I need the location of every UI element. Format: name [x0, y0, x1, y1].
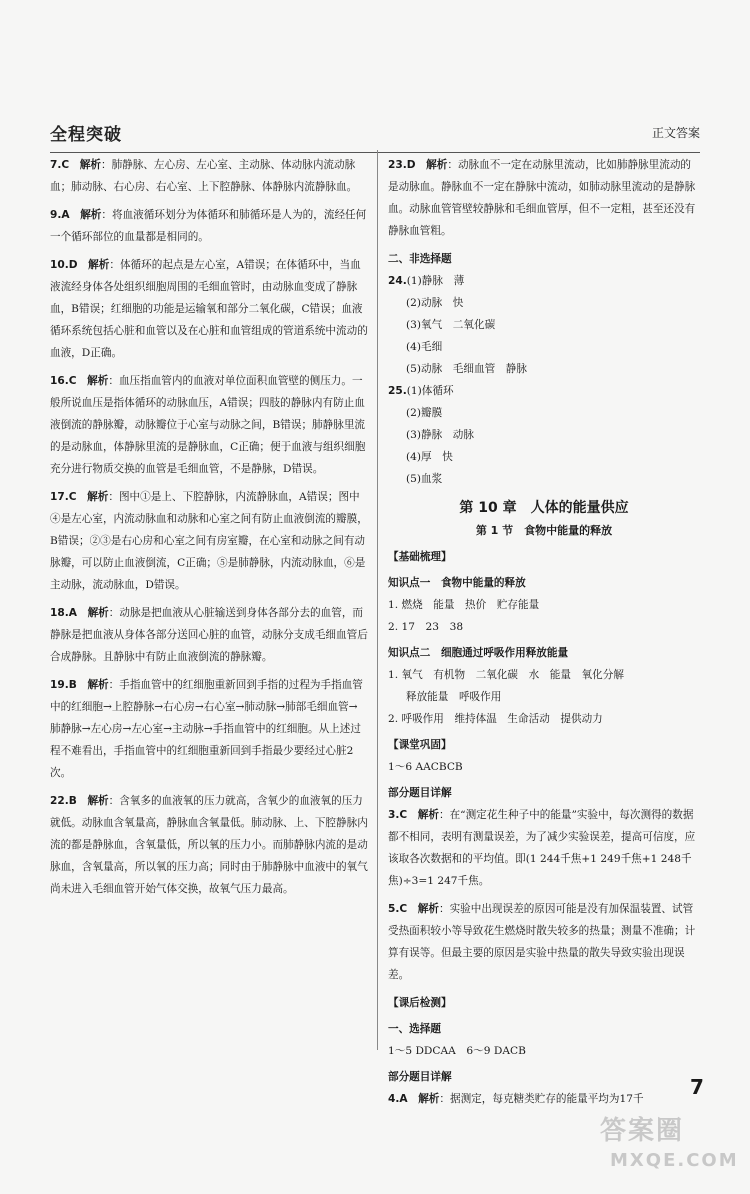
- answer-entry-16: 16.C 解析：血压指血管内的血液对单位面积血管壁的侧压力。一般所说血压是指体循环的动脉血压，A错误；四肢的静脉内有防止血液倒流的静脉瓣，动脉瓣位于心室与动脉之间，B错误；肺静脉里流的是动脉血，体静脉里流的是静脉血，C正确；便于血液与组织细胞充分进行物质交换的血管是毛细血管，不是静脉，D错误。: [50, 375, 366, 475]
- knowledge-point-1: 知识点一 食物中能量的释放: [388, 577, 526, 589]
- question-number: 5.: [388, 903, 400, 915]
- answer-entry-24: [388, 270, 700, 380]
- answer-entry-23: 23.D 解析：动脉血不一定在动脉里流动，比如肺静脉里流动的是动脉血。静脉血不一定在静脉中流动，如肺动脉里流动的是静脉血。动脉血管管壁较静脉和毛细血管厚，但不一定粗，甚至还没有静脉血管粗。: [388, 159, 696, 237]
- explain-label: 解析: [87, 375, 109, 387]
- explain-label: 解析: [417, 809, 439, 821]
- answer-letter: A: [399, 1093, 408, 1105]
- column-divider: [377, 150, 378, 1050]
- watermark-logo: 答案圈: [600, 1116, 685, 1146]
- classroom-answers: 1～6 AACBCB: [388, 761, 463, 773]
- question-number: 16.: [50, 375, 69, 387]
- page-header: [50, 118, 700, 148]
- sub-answer: (3)静脉 动脉: [406, 429, 474, 441]
- answer-letter: C: [399, 903, 408, 915]
- answer-letter: D: [406, 159, 416, 171]
- answer-entry-7: 7.C 解析：肺静脉、左心房、左心室、主动脉、体动脉内流动脉血；肺动脉、右心房、右心室、上下腔静脉、体静脉内流静脉血。: [50, 159, 358, 193]
- kp2-item: 2. 呼吸作用 维持体温 生命活动 提供动力: [388, 713, 603, 725]
- explanation-text: 血压指血管内的血液对单位面积血管壁的侧压力。一般所说血压是指体循环的动脉血压，A错误；四肢的静脉内有防止血液倒流的静脉瓣，动脉瓣位于心室与动脉之间，B错误；肺静脉里流的是动脉血，体静脉里流的是静脉血，C正确；便于血液与组织细胞充分进行物质交换的血管是毛细血管，不是静脉，D错误。: [50, 375, 366, 475]
- explain-label: 解析: [87, 795, 109, 807]
- right-column: [388, 154, 700, 1116]
- section-subtitle: 第 1 节 食物中能量的释放: [475, 524, 613, 537]
- explanation-text: 动脉血不一定在动脉里流动，比如肺静脉里流动的是动脉血。静脉血不一定在静脉中流动，如肺动脉里流动的是静脉血。动脉血管管壁较静脉和毛细血管厚，但不一定粗，甚至还没有静脉血管粗。: [388, 159, 696, 237]
- answer-letter: B: [68, 795, 77, 807]
- explanation-text: 手指血管中的红细胞重新回到手指的过程为手指血管中的红细胞→上腔静脉→右心房→右心室→肺动脉→肺部毛细血管→肺静脉→左心房→左心室→主动脉→手指血管中的红细胞。从上述过程不难看出，手指血管中的红细胞重新回到手指最少要经过心脏2次。: [50, 679, 363, 779]
- answer-entry-18: 18.A 解析：动脉是把血液从心脏输送到身体各部分去的血管，而静脉是把血液从身体各部分送回心脏的血管，动脉分支成毛细血管后合成静脉。且静脉中有防止血液倒流的静脉瓣。: [50, 607, 368, 663]
- question-number: 24.: [388, 275, 407, 287]
- explanation-text: 在“测定花生种子中的能量”实验中，每次测得的数据都不相同，表明有测量误差，为了减少实验误差，提高可信度，应该取各次数据和的平均值。即(1 244千焦+1 249千焦+1 248千焦)÷3=1 247千焦。: [388, 809, 696, 887]
- choice-section-heading: 一、选择题: [388, 1023, 441, 1035]
- explain-label: 解析: [426, 159, 448, 171]
- answer-entry-19: 19.B 解析：手指血管中的红细胞重新回到手指的过程为手指血管中的红细胞→上腔静脉→右心房→右心室→肺动脉→肺部毛细血管→肺静脉→左心房→左心室→主动脉→手指血管中的红细胞。从上述过程不难看出，手指血管中的红细胞重新回到手指最少要经过心脏2次。: [50, 679, 363, 779]
- explanation-text: 图中①是上、下腔静脉，内流静脉血，A错误；图中④是左心室，内流动脉血和动脉和心室之间有防止血液倒流的瓣膜，B错误；②③是右心房和心室之间有房室瓣，在心室和动脉之间有动脉瓣，可以防止血液倒流，C正确；⑤是肺静脉，内流动脉血，⑥是主动脉，流动脉血，D错误。: [50, 491, 368, 591]
- answer-entry-22: 22.B 解析：含氧多的血液氧的压力就高，含氧少的血液氧的压力就低。动脉血含氧量高，静脉血含氧量低。肺动脉、上、下腔静脉内流的都是静脉血，含氧量低，所以氧的压力小。而肺静脉内流的是动脉血，含氧量高，所以氧的压力高；同时由于肺静脉中血液中的氧气尚未进入毛细血管开始气体交换，故氧气压力最高。: [50, 795, 368, 895]
- question-number: 17.: [50, 491, 69, 503]
- section-title: 正文答案: [651, 126, 700, 140]
- question-number: 23.: [388, 159, 407, 171]
- kp2-item: 释放能量 呼吸作用: [406, 691, 502, 703]
- explain-label: 解析: [418, 1093, 440, 1105]
- question-number: 22.: [50, 795, 69, 807]
- explanation-text: 体循环的起点是左心室，A错误；在体循环中，当血液流经身体各处组织细胞周围的毛细血管时，由动脉血变成了静脉血，B错误；红细胞的功能是运输氧和部分二氧化碳，C错误；血液循环系统包括心脏和血管以及在心脏和血管组成的管道系统中流动的血液，D正确。: [50, 259, 368, 359]
- sub-answer: (1)体循环: [406, 385, 454, 397]
- knowledge-point-2: 知识点二 细胞通过呼吸作用释放能量: [388, 647, 569, 659]
- partial-detail-heading-2: 部分题目详解: [388, 1071, 452, 1083]
- explain-label: 解析: [87, 607, 109, 619]
- answer-letter: C: [68, 491, 77, 503]
- explanation-text: 实验中出现误差的原因可能是没有加保温装置、试管受热面积较小等导致花生燃烧时散失较多的热量；测量不准确；计算有误等。但最主要的原因是实验中热量的散失导致实验出现误差。: [388, 903, 696, 981]
- explain-label: 解析: [87, 491, 109, 503]
- header-rule: [50, 152, 700, 153]
- explanation-text: 含氧多的血液氧的压力就高，含氧少的血液氧的压力就低。动脉血含氧量高，静脉血含氧量低。肺动脉、上、下腔静脉内流的都是静脉血，含氧量低，所以氧的压力小。而肺静脉内流的是动脉血，含氧量高，所以氧的压力高；同时由于肺静脉中血液中的氧气尚未进入毛细血管开始气体交换，故氧气压力最高。: [50, 795, 368, 895]
- page-number: 7: [690, 1075, 704, 1099]
- sub-answer: (1)静脉 薄: [406, 275, 465, 287]
- explanation-text: 将血液循环划分为体循环和肺循环是人为的，流经任何一个循环部位的血量都是相同的。: [50, 209, 367, 243]
- sub-answer: (3)氧气 二氧化碳: [406, 319, 496, 331]
- brand-logo: 全程突破: [50, 125, 122, 145]
- section-heading: 二、非选择题: [388, 253, 452, 265]
- answer-entry-9: 9.A 解析：将血液循环划分为体循环和肺循环是人为的，流经任何一个循环部位的血量都是相同的。: [50, 209, 367, 243]
- sub-answer: (4)毛细: [406, 341, 443, 353]
- partial-detail-heading: 部分题目详解: [388, 787, 452, 799]
- answer-letter: C: [61, 159, 70, 171]
- question-number: 4.: [388, 1093, 400, 1105]
- after-class-answers: 1～5 DDCAA 6～9 DACB: [388, 1045, 526, 1057]
- kp1-item: 1. 燃烧 能量 热价 贮存能量: [388, 599, 540, 611]
- basic-review-heading: 【基础梳理】: [388, 551, 452, 563]
- question-number: 3.: [388, 809, 400, 821]
- answer-letter: D: [68, 259, 78, 271]
- kp1-item: 2. 17 23 38: [388, 621, 464, 633]
- explanation-text: 肺静脉、左心房、左心室、主动脉、体动脉内流动脉血；肺动脉、右心房、右心室、上下腔静脉、体静脉内流静脉血。: [50, 159, 358, 193]
- answer-entry-4: 4.A 解析：据测定，每克糖类贮存的能量平均为17千: [388, 1093, 644, 1105]
- question-number: 9.: [50, 209, 62, 221]
- answer-entry-3: 3.C 解析：在“测定花生种子中的能量”实验中，每次测得的数据都不相同，表明有测量误差，为了减少实验误差，提高可信度，应该取各次数据和的平均值。即(1 244千焦+1 249千焦+1 248千焦)÷3=1 247千焦。: [388, 809, 696, 887]
- sub-answer: (5)血浆: [406, 473, 443, 485]
- kp2-item: 1. 氧气 有机物 二氧化碳 水 能量 氧化分解: [388, 669, 624, 681]
- answer-letter: A: [61, 209, 70, 221]
- answer-entry-17: 17.C 解析：图中①是上、下腔静脉，内流静脉血，A错误；图中④是左心室，内流动脉血和动脉和心室之间有防止血液倒流的瓣膜，B错误；②③是右心房和心室之间有房室瓣，在心室和动脉之间有动脉瓣，可以防止血液倒流，C正确；⑤是肺静脉，内流动脉血，⑥是主动脉，流动脉血，D错误。: [50, 491, 368, 591]
- sub-answer: (4)厚 快: [406, 451, 453, 463]
- chapter-title: 第 10 章 人体的能量供应: [459, 500, 629, 516]
- answer-entry-5: 5.C 解析：实验中出现误差的原因可能是没有加保温装置、试管受热面积较小等导致花生燃烧时散失较多的热量；测量不准确；计算有误等。但最主要的原因是实验中热量的散失导致实验出现误差。: [388, 903, 696, 981]
- explain-label: 解析: [417, 903, 439, 915]
- question-number: 18.: [50, 607, 69, 619]
- explain-label: 解析: [88, 259, 110, 271]
- question-number: 19.: [50, 679, 69, 691]
- left-column: [50, 154, 368, 906]
- answer-letter: C: [399, 809, 408, 821]
- classroom-heading: 【课堂巩固】: [388, 739, 452, 751]
- answer-entry-10: 10.D 解析：体循环的起点是左心室，A错误；在体循环中，当血液流经身体各处组织细胞周围的毛细血管时，由动脉血变成了静脉血，B错误；红细胞的功能是运输氧和部分二氧化碳，C错误；血液循环系统包括心脏和血管以及在心脏和血管组成的管道系统中流动的血液，D正确。: [50, 259, 368, 359]
- sub-answer: (2)瓣膜: [406, 407, 443, 419]
- sub-answer: (5)动脉 毛细血管 静脉: [406, 363, 527, 375]
- answer-entry-25: [388, 380, 700, 490]
- question-number: 7.: [50, 159, 62, 171]
- explanation-text: 据测定，每克糖类贮存的能量平均为17千: [449, 1093, 644, 1105]
- explain-label: 解析: [80, 209, 102, 221]
- sub-answer: (2)动脉 快: [406, 297, 464, 309]
- watermark-url: MXQE.COM: [610, 1150, 739, 1171]
- explain-label: 解析: [79, 159, 101, 171]
- question-number: 25.: [388, 385, 407, 397]
- explanation-text: 动脉是把血液从心脏输送到身体各部分去的血管，而静脉是把血液从身体各部分送回心脏的血管，动脉分支成毛细血管后合成静脉。且静脉中有防止血液倒流的静脉瓣。: [50, 607, 368, 663]
- answer-letter: C: [68, 375, 77, 387]
- answer-letter: B: [68, 679, 77, 691]
- after-class-heading: 【课后检测】: [388, 997, 452, 1009]
- question-number: 10.: [50, 259, 69, 271]
- answer-letter: A: [68, 607, 77, 619]
- explain-label: 解析: [87, 679, 109, 691]
